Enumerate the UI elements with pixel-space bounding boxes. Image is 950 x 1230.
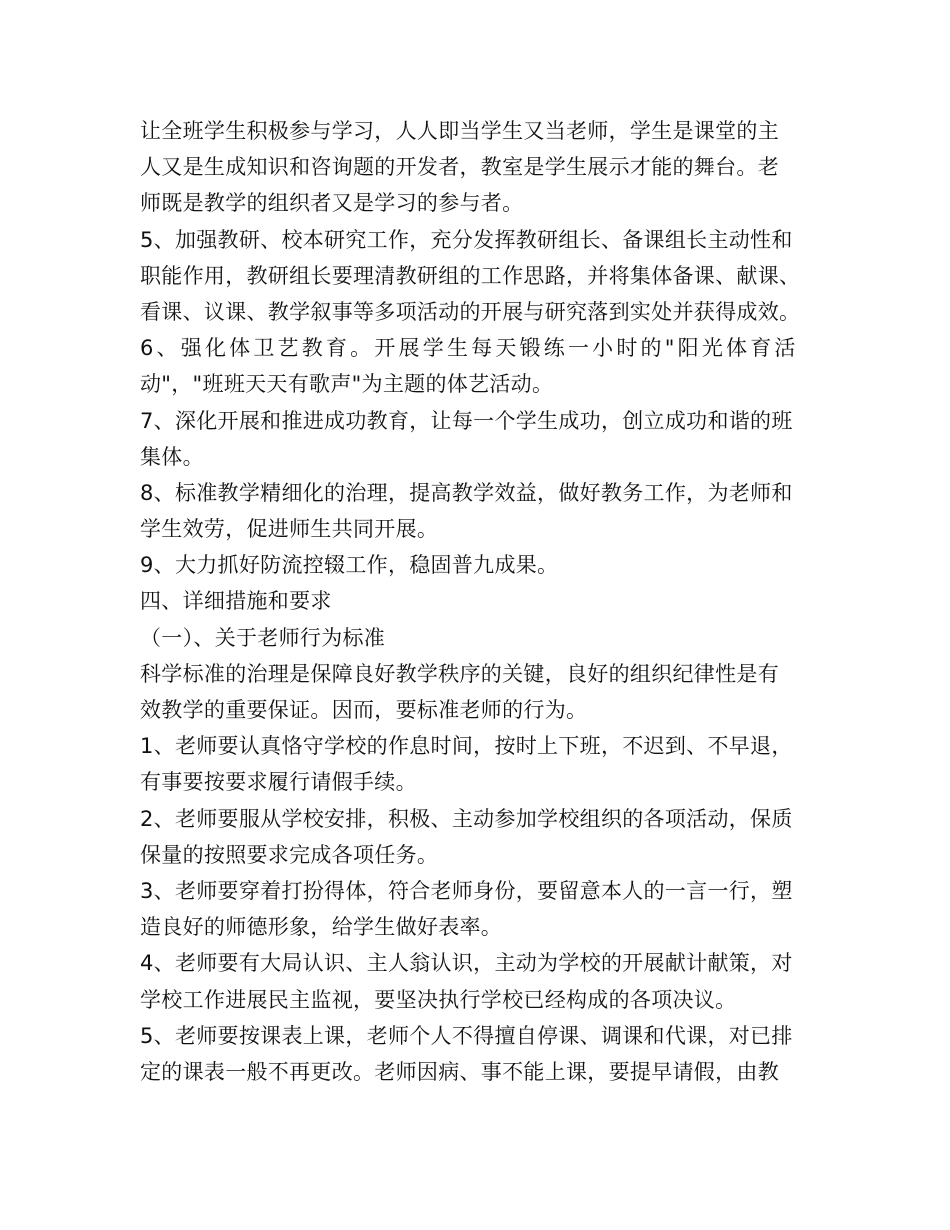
text-line: 9、大力抓好防流控辍工作，稳固普九成果。 <box>140 553 559 578</box>
text-line: 7、深化开展和推进成功教育，让每一个学生成功，创立成功和谐的班 <box>140 408 793 433</box>
text-line: 看课、议课、教学叙事等多项活动的开展与研究落到实处并获得成效。 <box>140 299 801 324</box>
text-line: 有事要按要求履行请假手续。 <box>140 770 417 795</box>
text-line: 5、老师要按课表上课，老师个人不得擅自停课、调课和代课，对已排 <box>140 1023 793 1048</box>
section-heading: 四、详细措施和要求 <box>140 589 332 614</box>
text-line: 集体。 <box>140 444 204 469</box>
text-line: 3、老师要穿着打扮得体，符合老师身份，要留意本人的一言一行，塑 <box>140 878 793 903</box>
text-line: 1、老师要认真恪守学校的作息时间，按时上下班，不迟到、不早退， <box>140 734 793 759</box>
text-line: 6、强化体卫艺教育。开展学生每天锻练一小时的"阳光体育活 <box>140 336 799 361</box>
text-line: 师既是教学的组织者又是学习的参与者。 <box>140 191 524 216</box>
text-line: 人又是生成知识和咨询题的开发者，教室是学生展示才能的舞台。老 <box>140 155 779 180</box>
text-line: 学校工作进展民主监视，要坚决执行学校已经构成的各项决议。 <box>140 987 737 1012</box>
document-body <box>140 113 840 1090</box>
text-line: 动"，"班班天天有歌声"为主题的体艺活动。 <box>140 372 554 397</box>
text-line: 造良好的师德形象，给学生做好表率。 <box>140 915 503 940</box>
subsection-heading: （一）、关于老师行为标准 <box>140 625 386 650</box>
text-line: 8、标准教学精细化的治理，提高教学效益，做好教务工作，为老师和 <box>140 480 793 505</box>
text-line: 让全班学生积极参与学习，人人即当学生又当老师，学生是课堂的主 <box>140 119 779 143</box>
text-line: 定的课表一般不再更改。老师因病、事不能上课，要提早请假，由教 <box>140 1059 779 1084</box>
text-line: 职能作用，教研组长要理清教研组的工作思路，并将集体备课、献课、 <box>140 263 801 288</box>
text-line: 保量的按照要求完成各项任务。 <box>140 842 439 867</box>
text-line: 2、老师要服从学校安排，积极、主动参加学校组织的各项活动，保质 <box>140 806 793 831</box>
text-line: 4、老师要有大局认识、主人翁认识，主动为学校的开展献计献策，对 <box>140 951 793 976</box>
text-line: 学生效劳，促进师生共同开展。 <box>140 517 439 542</box>
text-line: 科学标准的治理是保障良好教学秩序的关键，良好的组织纪律性是有 <box>140 661 779 686</box>
text-line: 5、加强教研、校本研究工作，充分发挥教研组长、备课组长主动性和 <box>140 227 793 252</box>
text-line: 效教学的重要保证。因而，要标准老师的行为。 <box>140 698 588 722</box>
